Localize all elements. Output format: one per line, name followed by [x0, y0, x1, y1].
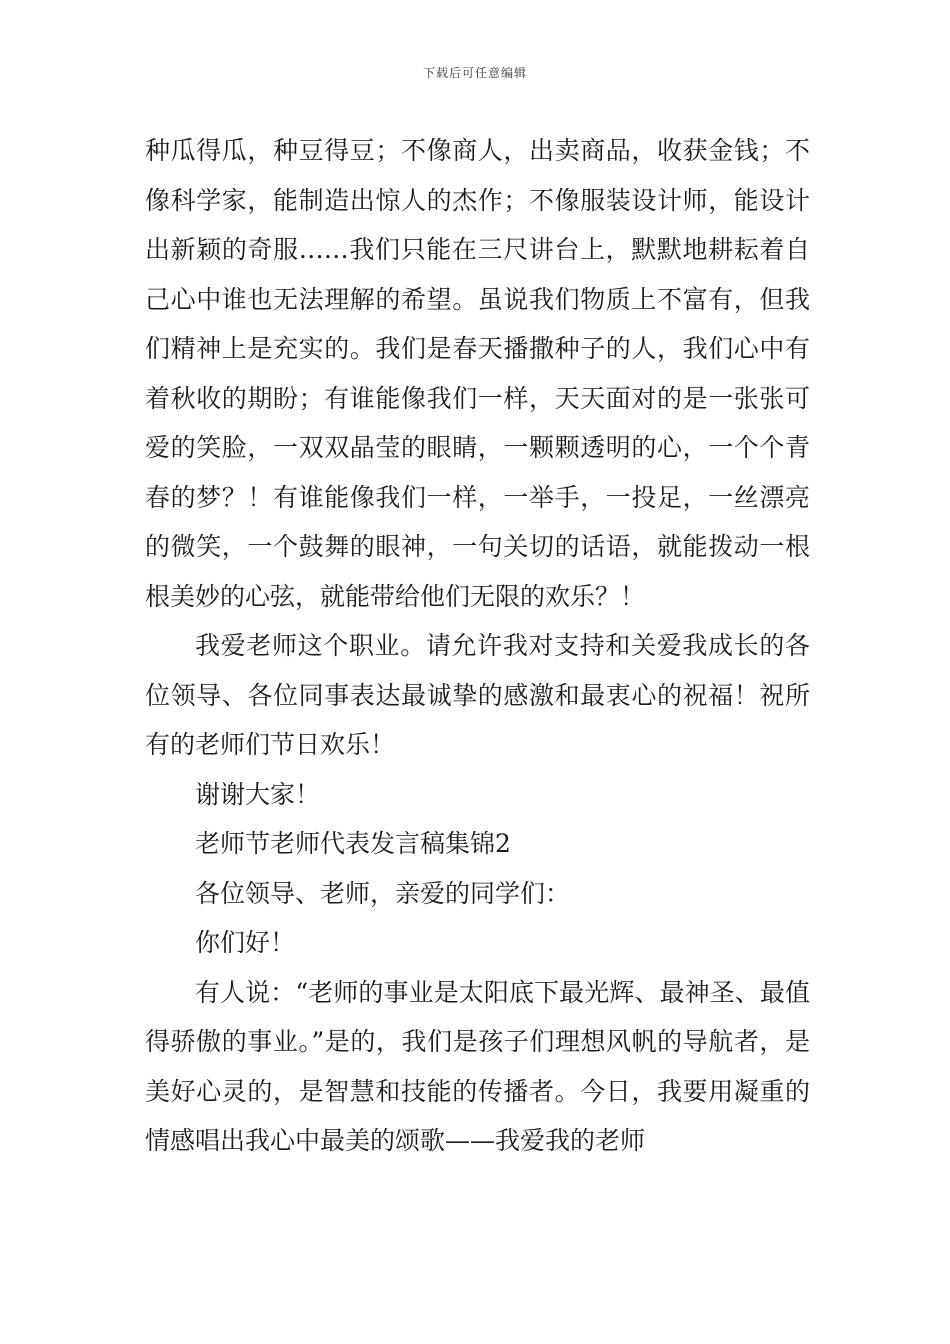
- paragraph-1: 种瓜得瓜，种豆得豆；不像商人，出卖商品，收获金钱；不像科学家，能制造出惊人的杰作；不像服装设计师，能设计出新颖的奇服……我们只能在三尺讲台上，默默地耕耘着自己心中谁也无法理解的希望。虽说我们物质上不富有，但我们精神上是充实的。我们是春天播撒种子的人，我们心中有着秋收的期盼；有谁能像我们一样，天天面对的是一张张可爱的笑脸，一双双晶莹的眼睛，一颗颗透明的心，一个个青春的梦？！有谁能像我们一样，一举手，一投足，一丝漂亮的微笑，一个鼓舞的眼神，一句关切的话语，就能拨动一根根美妙的心弦，就能带给他们无限的欢乐？！: [145, 136, 810, 611]
- section-title: 老师节老师代表发言稿集锦2: [195, 829, 511, 858]
- paragraph-2: 我爱老师这个职业。请允许我对支持和关爱我成长的各位领导、各位同事表达最诚挚的感激和最衷心的祝福！祝所有的老师们节日欢乐！: [145, 631, 810, 759]
- salutation: 各位领导、老师，亲爱的同学们：: [195, 878, 571, 908]
- paragraph-3: 谢谢大家！: [195, 779, 321, 809]
- greeting: 你们好！: [195, 928, 296, 957]
- header-note: 下载后可任意编辑: [422, 66, 527, 80]
- document-body: [145, 126, 810, 1166]
- paragraph-7: 有人说：“老师的事业是太阳底下最光辉、最神圣、最值得骄傲的事业。”是的，我们是孩子们理想风帆的导航者，是美好心灵的，是智慧和技能的传播者。今日，我要用凝重的情感唱出我心中最美的颂歌——我爱我的老师: [145, 977, 810, 1155]
